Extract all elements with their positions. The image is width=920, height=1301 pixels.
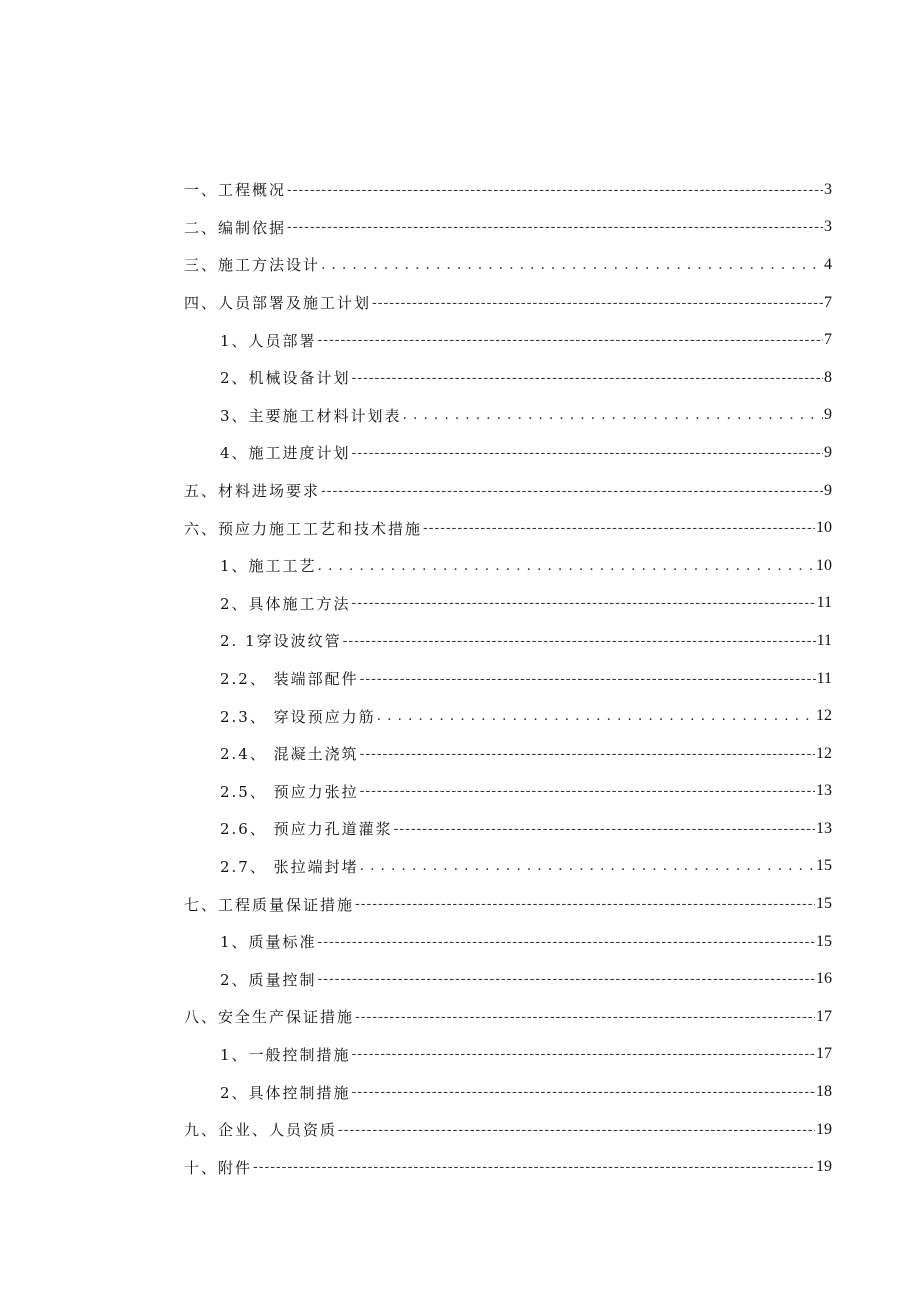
toc-entry[interactable] [184,1073,832,1111]
toc-page-number: 19 [816,1120,832,1138]
toc-entry-label: 1、一般控制措施 [220,1045,351,1064]
toc-entry-label: 四、人员部署及施工计划 [184,294,372,313]
toc-page-number: 11 [816,631,832,649]
toc-entry[interactable] [184,923,832,961]
toc-entry-label: 2、具体控制措施 [220,1083,351,1102]
toc-leader [352,595,816,611]
toc-entry-label: 1、质量标准 [220,933,317,952]
toc-leader [360,783,815,799]
toc-page-number: 15 [816,857,832,875]
toc-leader [253,1159,815,1175]
toc-entry-label: 2.2、 装端部配件 [220,670,359,689]
toc-leader [321,257,823,273]
toc-entry-label: 2、质量控制 [220,970,317,989]
toc-entry-label: 1、人员部署 [220,331,317,350]
toc-entry[interactable] [184,284,832,322]
toc-leader [360,858,815,874]
toc-page-number: 3 [824,180,832,198]
toc-entry[interactable] [184,660,832,698]
toc-entry[interactable] [184,434,832,472]
toc-leader [352,370,823,386]
toc-leader [287,219,823,235]
toc-leader [403,407,823,423]
toc-leader [423,520,815,536]
toc-leader [355,1009,815,1025]
toc-page-number: 18 [816,1083,832,1101]
toc-entry-label: 3、主要施工材料计划表 [220,406,402,425]
toc-entry[interactable] [184,773,832,811]
toc-leader [321,483,823,499]
toc-leader [343,633,816,649]
toc-page-number: 10 [816,519,832,537]
toc-page-number: 16 [816,970,832,988]
toc-leader [394,821,815,837]
toc-leader [360,746,815,762]
toc-entry-label: 1、施工工艺 [220,557,317,576]
toc-page-number: 13 [816,819,832,837]
toc-entry[interactable] [184,735,832,773]
toc-entry-label: 2、机械设备计划 [220,369,351,388]
toc-entry-label: 五、材料进场要求 [184,482,321,501]
toc-entry-label: 2.5、 预应力张拉 [220,782,359,801]
toc-entry[interactable] [184,998,832,1036]
toc-entry[interactable] [184,960,832,998]
toc-page-number: 3 [824,218,832,236]
toc-page-number: 17 [816,1007,832,1025]
toc-leader [352,1084,815,1100]
toc-entry-label: 七、工程质量保证措施 [184,895,355,914]
toc-page-number: 13 [816,782,832,800]
toc-page-number: 7 [824,331,832,349]
toc-entry[interactable] [184,472,832,510]
toc-entry[interactable] [184,397,832,435]
toc-page-number: 12 [816,744,832,762]
toc-entry-label: 4、施工进度计划 [220,444,351,463]
toc-entry-label: 2.3、 穿设预应力筋 [220,707,376,726]
toc-page-number: 4 [824,255,832,273]
toc-entry-label: 一、工程概况 [184,181,287,200]
toc-entry-label: 二、编制依据 [184,218,287,237]
toc-page-number: 19 [816,1158,832,1176]
toc-entry[interactable] [184,547,832,585]
toc-entry[interactable] [184,697,832,735]
toc-entry-label: 2.6、 预应力孔道灌浆 [220,820,393,839]
toc-leader [338,1122,815,1138]
toc-page-number: 9 [824,443,832,461]
toc-leader [318,558,815,574]
toc-page-number: 9 [824,406,832,424]
toc-entry[interactable] [184,848,832,886]
toc-leader [318,971,815,987]
toc-leader [287,182,823,198]
toc-page-number: 11 [816,594,832,612]
toc-page-number: 15 [816,895,832,913]
toc-leader [318,332,823,348]
toc-page-number: 10 [816,556,832,574]
toc-entry[interactable] [184,810,832,848]
toc-entry[interactable] [184,209,832,247]
toc-page-number: 15 [816,932,832,950]
toc-page-number: 9 [824,481,832,499]
toc-entry-label: 八、安全生产保证措施 [184,1008,355,1027]
toc-page-number: 8 [824,368,832,386]
toc-entry[interactable] [184,585,832,623]
toc-entry[interactable] [184,622,832,660]
toc-leader [318,934,815,950]
toc-entry-label: 九、企业、人员资质 [184,1121,338,1140]
toc-entry-label: 2. 1穿设波纹管 [220,632,342,651]
table-of-contents [184,171,832,1186]
toc-entry-label: 十、附件 [184,1158,253,1177]
toc-page-number: 11 [816,669,832,687]
toc-entry-label: 2.4、 混凝土浇筑 [220,745,359,764]
toc-page-number: 17 [816,1045,832,1063]
toc-entry[interactable] [184,359,832,397]
toc-leader [372,295,823,311]
toc-entry[interactable] [184,321,832,359]
toc-leader [355,896,815,912]
toc-leader [352,1046,815,1062]
toc-page-number: 7 [824,293,832,311]
toc-entry-label: 六、预应力施工工艺和技术措施 [184,519,423,538]
toc-entry-label: 2、具体施工方法 [220,594,351,613]
toc-entry[interactable] [184,509,832,547]
toc-entry-label: 三、施工方法设计 [184,256,321,275]
toc-entry[interactable] [184,1036,832,1074]
toc-leader [352,445,823,461]
toc-entry[interactable] [184,1111,832,1149]
toc-entry[interactable] [184,885,832,923]
toc-leader [360,671,816,687]
toc-entry[interactable] [184,171,832,209]
toc-leader [377,708,815,724]
toc-entry-label: 2.7、 张拉端封堵 [220,857,359,876]
toc-entry[interactable] [184,246,832,284]
toc-page-number: 12 [816,707,832,725]
toc-entry[interactable] [184,1148,832,1186]
